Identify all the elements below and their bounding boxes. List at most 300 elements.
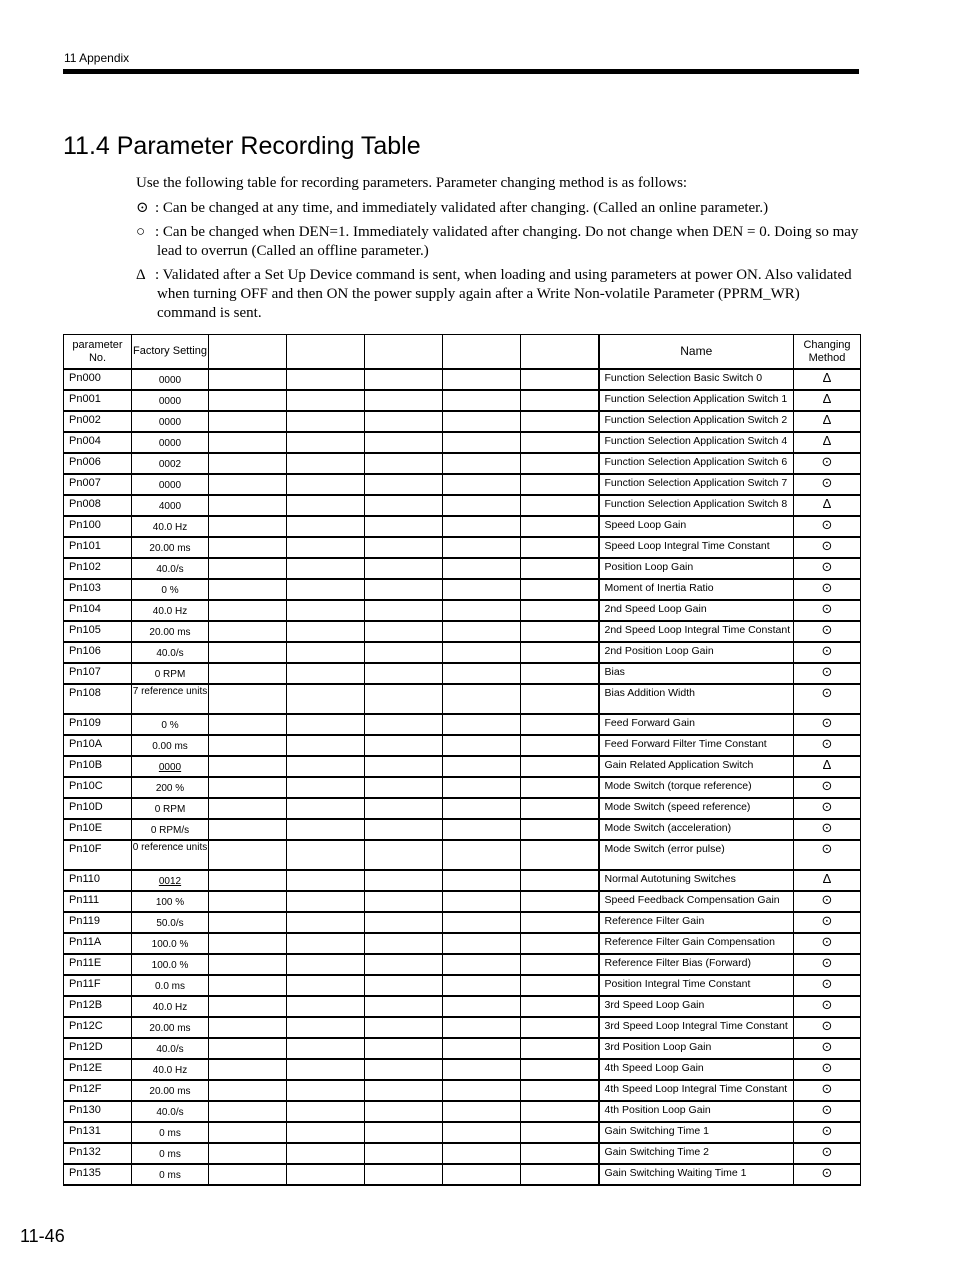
name-cell: Mode Switch (error pulse) — [599, 840, 794, 870]
table-row — [64, 1143, 861, 1164]
parameter-number-cell: Pn12B — [64, 996, 132, 1017]
record-cell — [365, 453, 443, 474]
record-cell — [287, 558, 365, 579]
record-cell — [365, 474, 443, 495]
table-row — [64, 1059, 861, 1080]
changing-method-cell: ⊙ — [794, 516, 861, 537]
parameter-number-cell: Pn001 — [64, 390, 132, 411]
parameter-number-cell: Pn002 — [64, 411, 132, 432]
record-cell — [287, 1143, 365, 1164]
changing-method-cell: ⊙ — [794, 954, 861, 975]
record-cell — [209, 891, 287, 912]
parameter-number-cell: Pn131 — [64, 1122, 132, 1143]
changing-method-cell: ⊙ — [794, 663, 861, 684]
record-cell — [287, 390, 365, 411]
record-cell — [287, 621, 365, 642]
factory-setting-cell: 40.0/s — [132, 642, 209, 663]
header-blank-1 — [209, 335, 287, 370]
record-cell — [443, 1143, 521, 1164]
section-title: 11.4 Parameter Recording Table — [63, 132, 421, 160]
record-cell — [521, 933, 599, 954]
record-cell — [209, 1164, 287, 1185]
record-cell — [209, 933, 287, 954]
name-cell: Bias Addition Width — [599, 684, 794, 714]
record-cell — [209, 558, 287, 579]
table-row — [64, 684, 861, 714]
parameter-number-cell: Pn12E — [64, 1059, 132, 1080]
table-row — [64, 975, 861, 996]
record-cell — [521, 579, 599, 600]
record-cell — [443, 1101, 521, 1122]
running-header: 11 Appendix — [64, 51, 130, 65]
record-cell — [287, 996, 365, 1017]
table-row — [64, 432, 861, 453]
factory-setting-cell: 100.0 % — [132, 954, 209, 975]
changing-method-cell: ⊙ — [794, 621, 861, 642]
record-cell — [521, 558, 599, 579]
table-row — [64, 954, 861, 975]
record-cell — [209, 1143, 287, 1164]
record-cell — [365, 1038, 443, 1059]
record-cell — [209, 975, 287, 996]
record-cell — [365, 621, 443, 642]
record-cell — [443, 390, 521, 411]
online-text: : Can be changed at any time, and immediately validated after changing. (Called an online parameter.) — [155, 200, 769, 216]
table-row — [64, 495, 861, 516]
name-cell: Gain Switching Time 1 — [599, 1122, 794, 1143]
name-cell: 2nd Position Loop Gain — [599, 642, 794, 663]
header-changing-method: Changing Method — [794, 335, 861, 370]
table-row — [64, 912, 861, 933]
record-cell — [287, 684, 365, 714]
record-cell — [443, 453, 521, 474]
record-cell — [521, 1059, 599, 1080]
record-cell — [209, 663, 287, 684]
parameter-number-cell: Pn10C — [64, 777, 132, 798]
table-row — [64, 1038, 861, 1059]
changing-method-cell: ⊙ — [794, 600, 861, 621]
factory-setting-cell: 0 ms — [132, 1122, 209, 1143]
name-cell: 2nd Speed Loop Gain — [599, 600, 794, 621]
record-cell — [521, 975, 599, 996]
record-cell — [287, 819, 365, 840]
factory-setting-cell: 40.0 Hz — [132, 600, 209, 621]
record-cell — [365, 495, 443, 516]
record-cell — [443, 756, 521, 777]
record-cell — [209, 1101, 287, 1122]
record-cell — [365, 1101, 443, 1122]
record-cell — [287, 1059, 365, 1080]
record-cell — [365, 933, 443, 954]
parameter-number-cell: Pn107 — [64, 663, 132, 684]
record-cell — [365, 369, 443, 390]
changing-method-cell: ⊙ — [794, 1017, 861, 1038]
changing-method-cell: ⊙ — [794, 474, 861, 495]
table-row — [64, 819, 861, 840]
name-cell: Function Selection Application Switch 2 — [599, 411, 794, 432]
record-cell — [443, 819, 521, 840]
name-cell: 4th Position Loop Gain — [599, 1101, 794, 1122]
record-cell — [287, 912, 365, 933]
record-cell — [287, 1017, 365, 1038]
record-cell — [365, 663, 443, 684]
record-cell — [521, 870, 599, 891]
record-cell — [209, 516, 287, 537]
record-cell — [365, 516, 443, 537]
parameter-number-cell: Pn006 — [64, 453, 132, 474]
record-cell — [365, 1017, 443, 1038]
name-cell: 2nd Speed Loop Integral Time Constant — [599, 621, 794, 642]
offline-text: : Can be changed when DEN=1. Immediately validated after changing. Do not change when DEN = 0. Doing so may lead to overrun (Called an offline parameter.) — [155, 224, 859, 259]
header-name: Name — [599, 335, 794, 370]
record-cell — [287, 516, 365, 537]
factory-setting-cell: 7 reference units — [132, 684, 209, 714]
name-cell: Speed Loop Gain — [599, 516, 794, 537]
record-cell — [443, 663, 521, 684]
factory-setting-cell: 0 % — [132, 579, 209, 600]
record-cell — [365, 870, 443, 891]
record-cell — [209, 777, 287, 798]
record-cell — [287, 1080, 365, 1101]
record-cell — [287, 600, 365, 621]
factory-setting-cell: 40.0 Hz — [132, 1059, 209, 1080]
parameter-number-cell: Pn103 — [64, 579, 132, 600]
record-cell — [443, 558, 521, 579]
record-cell — [287, 870, 365, 891]
record-cell — [443, 684, 521, 714]
record-cell — [287, 975, 365, 996]
record-cell — [443, 735, 521, 756]
changing-method-cell: ⊙ — [794, 642, 861, 663]
name-cell: 3rd Speed Loop Gain — [599, 996, 794, 1017]
parameter-number-cell: Pn008 — [64, 495, 132, 516]
parameter-number-cell: Pn000 — [64, 369, 132, 390]
factory-setting-cell: 20.00 ms — [132, 1080, 209, 1101]
record-cell — [521, 642, 599, 663]
changing-method-cell: ⊙ — [794, 558, 861, 579]
record-cell — [365, 1122, 443, 1143]
record-cell — [365, 684, 443, 714]
record-cell — [209, 369, 287, 390]
parameter-number-cell: Pn100 — [64, 516, 132, 537]
table-row — [64, 933, 861, 954]
setup-description — [136, 266, 861, 323]
name-cell: Moment of Inertia Ratio — [599, 579, 794, 600]
record-cell — [443, 1164, 521, 1185]
table-header-row — [64, 335, 861, 370]
changing-method-cell: Δ — [794, 495, 861, 516]
record-cell — [365, 777, 443, 798]
name-cell: Feed Forward Gain — [599, 714, 794, 735]
record-cell — [443, 579, 521, 600]
record-cell — [365, 411, 443, 432]
record-cell — [521, 1017, 599, 1038]
parameter-number-cell: Pn111 — [64, 891, 132, 912]
factory-setting-cell: 0 ms — [132, 1164, 209, 1185]
record-cell — [521, 432, 599, 453]
record-cell — [287, 933, 365, 954]
changing-method-cell: Δ — [794, 432, 861, 453]
record-cell — [287, 1164, 365, 1185]
factory-setting-cell: 0012 — [132, 870, 209, 891]
name-cell: Feed Forward Filter Time Constant — [599, 735, 794, 756]
table-row — [64, 777, 861, 798]
factory-setting-cell: 20.00 ms — [132, 1017, 209, 1038]
record-cell — [365, 756, 443, 777]
name-cell: Reference Filter Gain Compensation — [599, 933, 794, 954]
record-cell — [521, 1101, 599, 1122]
parameter-number-cell: Pn132 — [64, 1143, 132, 1164]
parameter-number-cell: Pn10F — [64, 840, 132, 870]
record-cell — [521, 411, 599, 432]
parameter-number-cell: Pn10D — [64, 798, 132, 819]
changing-method-cell: ⊙ — [794, 1122, 861, 1143]
name-cell: 3rd Speed Loop Integral Time Constant — [599, 1017, 794, 1038]
record-cell — [365, 912, 443, 933]
changing-method-cell: ⊙ — [794, 798, 861, 819]
record-cell — [443, 870, 521, 891]
record-cell — [365, 390, 443, 411]
record-cell — [443, 411, 521, 432]
record-cell — [209, 954, 287, 975]
table-row — [64, 1017, 861, 1038]
factory-setting-cell: 50.0/s — [132, 912, 209, 933]
record-cell — [209, 579, 287, 600]
header-rule — [63, 69, 859, 74]
table-row — [64, 642, 861, 663]
record-cell — [521, 996, 599, 1017]
record-cell — [209, 621, 287, 642]
record-cell — [365, 579, 443, 600]
record-cell — [209, 684, 287, 714]
record-cell — [209, 840, 287, 870]
factory-setting-cell: 40.0/s — [132, 1038, 209, 1059]
factory-setting-cell: 0000 — [132, 369, 209, 390]
changing-method-cell: ⊙ — [794, 684, 861, 714]
factory-setting-cell: 0000 — [132, 756, 209, 777]
offline-description — [136, 223, 881, 261]
record-cell — [521, 840, 599, 870]
table-row — [64, 621, 861, 642]
record-cell — [287, 798, 365, 819]
table-row — [64, 996, 861, 1017]
record-cell — [365, 735, 443, 756]
changing-method-cell: ⊙ — [794, 975, 861, 996]
changing-method-cell: Δ — [794, 390, 861, 411]
record-cell — [209, 1038, 287, 1059]
record-cell — [287, 537, 365, 558]
online-description — [136, 199, 768, 218]
record-cell — [287, 432, 365, 453]
name-cell: Position Integral Time Constant — [599, 975, 794, 996]
record-cell — [443, 1059, 521, 1080]
name-cell: Function Selection Application Switch 6 — [599, 453, 794, 474]
changing-method-cell: ⊙ — [794, 1038, 861, 1059]
record-cell — [443, 621, 521, 642]
factory-setting-cell: 20.00 ms — [132, 537, 209, 558]
record-cell — [521, 798, 599, 819]
record-cell — [365, 600, 443, 621]
record-cell — [209, 537, 287, 558]
header-blank-4 — [443, 335, 521, 370]
parameter-number-cell: Pn11E — [64, 954, 132, 975]
table-row — [64, 600, 861, 621]
name-cell: Gain Switching Waiting Time 1 — [599, 1164, 794, 1185]
record-cell — [365, 1080, 443, 1101]
record-cell — [365, 975, 443, 996]
intro-line: Use the following table for recording parameters. Parameter changing method is as follows: — [136, 175, 688, 191]
record-cell — [365, 537, 443, 558]
record-cell — [287, 579, 365, 600]
record-cell — [287, 954, 365, 975]
parameter-number-cell: Pn105 — [64, 621, 132, 642]
header-factory-setting: Factory Setting — [132, 335, 209, 370]
factory-setting-cell: 40.0 Hz — [132, 996, 209, 1017]
record-cell — [521, 954, 599, 975]
record-cell — [521, 819, 599, 840]
changing-method-cell: ⊙ — [794, 537, 861, 558]
factory-setting-cell: 4000 — [132, 495, 209, 516]
name-cell: Bias — [599, 663, 794, 684]
factory-setting-cell: 0 RPM — [132, 663, 209, 684]
table-row — [64, 411, 861, 432]
record-cell — [287, 777, 365, 798]
factory-setting-cell: 0.00 ms — [132, 735, 209, 756]
record-cell — [521, 390, 599, 411]
record-cell — [521, 1143, 599, 1164]
record-cell — [521, 735, 599, 756]
changing-method-cell: Δ — [794, 369, 861, 390]
factory-setting-cell: 0 RPM/s — [132, 819, 209, 840]
changing-method-cell: ⊙ — [794, 1101, 861, 1122]
record-cell — [209, 453, 287, 474]
name-cell: Reference Filter Gain — [599, 912, 794, 933]
header-blank-3 — [365, 335, 443, 370]
changing-method-cell: ⊙ — [794, 777, 861, 798]
record-cell — [443, 840, 521, 870]
factory-setting-cell: 0 ms — [132, 1143, 209, 1164]
name-cell: Function Selection Application Switch 4 — [599, 432, 794, 453]
table-row — [64, 1080, 861, 1101]
changing-method-cell: ⊙ — [794, 1143, 861, 1164]
factory-setting-cell: 40.0/s — [132, 1101, 209, 1122]
record-cell — [287, 891, 365, 912]
record-cell — [365, 996, 443, 1017]
record-cell — [521, 516, 599, 537]
record-cell — [521, 621, 599, 642]
record-cell — [287, 756, 365, 777]
record-cell — [443, 1080, 521, 1101]
record-cell — [209, 432, 287, 453]
record-cell — [521, 684, 599, 714]
table-row — [64, 840, 861, 870]
record-cell — [209, 390, 287, 411]
factory-setting-cell: 0000 — [132, 390, 209, 411]
table-row — [64, 1101, 861, 1122]
table-row — [64, 891, 861, 912]
record-cell — [443, 642, 521, 663]
record-cell — [209, 756, 287, 777]
table-row — [64, 390, 861, 411]
table-row — [64, 579, 861, 600]
record-cell — [209, 642, 287, 663]
table-row — [64, 558, 861, 579]
changing-method-cell: Δ — [794, 756, 861, 777]
factory-setting-cell: 0 reference units — [132, 840, 209, 870]
record-cell — [443, 432, 521, 453]
record-cell — [521, 1080, 599, 1101]
name-cell: Mode Switch (speed reference) — [599, 798, 794, 819]
record-cell — [521, 1038, 599, 1059]
setup-symbol: Δ — [136, 267, 146, 283]
changing-method-cell: ⊙ — [794, 579, 861, 600]
changing-method-cell: ⊙ — [794, 912, 861, 933]
setup-text: : Validated after a Set Up Device command is sent, when loading and using parameters at power ON. Also validated when turning OFF and then ON the power supply again after a Write Non-volatile Parameter (PPRM_WR) command is sent. — [155, 267, 852, 321]
factory-setting-cell: 0.0 ms — [132, 975, 209, 996]
record-cell — [443, 495, 521, 516]
record-cell — [209, 1122, 287, 1143]
name-cell: Position Loop Gain — [599, 558, 794, 579]
record-cell — [521, 1164, 599, 1185]
record-cell — [443, 600, 521, 621]
table-row — [64, 714, 861, 735]
page-number: 11-46 — [20, 1226, 65, 1246]
changing-method-cell: ⊙ — [794, 735, 861, 756]
record-cell — [443, 714, 521, 735]
record-cell — [443, 954, 521, 975]
table-row — [64, 1122, 861, 1143]
changing-method-cell: Δ — [794, 411, 861, 432]
changing-method-cell: ⊙ — [794, 840, 861, 870]
factory-setting-cell: 0 % — [132, 714, 209, 735]
parameter-number-cell: Pn119 — [64, 912, 132, 933]
factory-setting-cell: 20.00 ms — [132, 621, 209, 642]
record-cell — [209, 1059, 287, 1080]
name-cell: Gain Related Application Switch — [599, 756, 794, 777]
offline-symbol: ○ — [136, 224, 146, 240]
parameter-recording-table — [63, 334, 861, 1186]
record-cell — [287, 735, 365, 756]
record-cell — [287, 495, 365, 516]
parameter-number-cell: Pn108 — [64, 684, 132, 714]
record-cell — [521, 474, 599, 495]
parameter-number-cell: Pn104 — [64, 600, 132, 621]
parameter-number-cell: Pn10A — [64, 735, 132, 756]
record-cell — [209, 1080, 287, 1101]
parameter-number-cell: Pn101 — [64, 537, 132, 558]
parameter-number-cell: Pn109 — [64, 714, 132, 735]
record-cell — [443, 798, 521, 819]
parameter-number-cell: Pn106 — [64, 642, 132, 663]
record-cell — [287, 411, 365, 432]
factory-setting-cell: 40.0/s — [132, 558, 209, 579]
parameter-number-cell: Pn12D — [64, 1038, 132, 1059]
record-cell — [521, 756, 599, 777]
record-cell — [443, 912, 521, 933]
record-cell — [365, 1143, 443, 1164]
record-cell — [443, 474, 521, 495]
name-cell: Reference Filter Bias (Forward) — [599, 954, 794, 975]
record-cell — [209, 1017, 287, 1038]
record-cell — [521, 1122, 599, 1143]
record-cell — [365, 1164, 443, 1185]
name-cell: Mode Switch (torque reference) — [599, 777, 794, 798]
table-row — [64, 474, 861, 495]
record-cell — [287, 453, 365, 474]
record-cell — [521, 600, 599, 621]
record-cell — [365, 798, 443, 819]
parameter-number-cell: Pn110 — [64, 870, 132, 891]
